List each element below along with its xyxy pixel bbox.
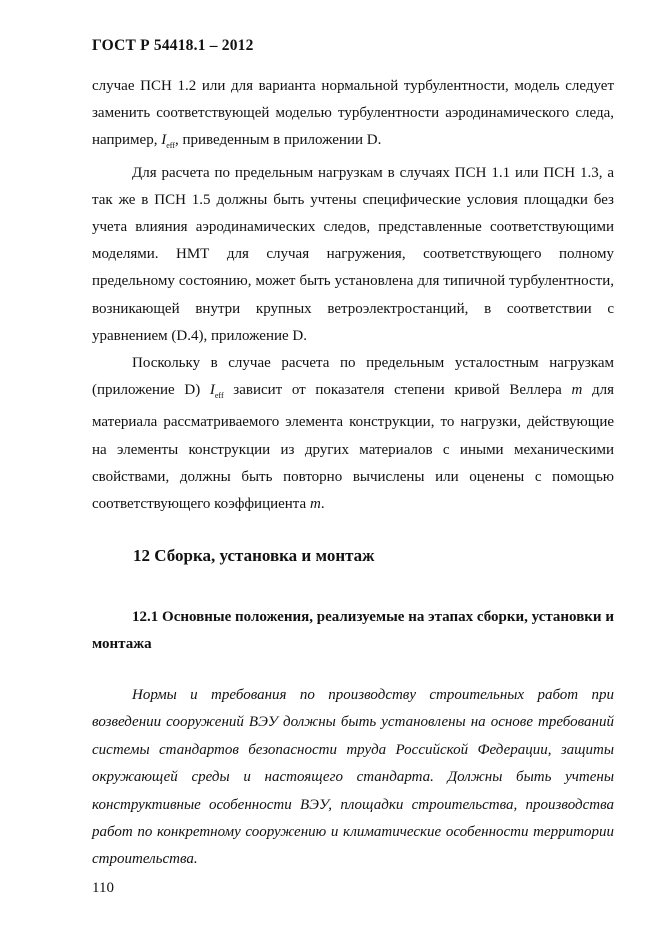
exponent-symbol: m	[309, 496, 321, 513]
turbulence-symbol: $I_{eff}$	[161, 132, 175, 151]
paragraph-continuation	[92, 73, 614, 160]
symbol-subscript: eff	[166, 141, 175, 151]
section-title: 12 Сборка, установка и монтаж	[133, 546, 375, 565]
document-header: ГОСТ Р 54418.1 – 2012	[92, 37, 254, 54]
paragraph-text: .	[320, 496, 325, 513]
italic-paragraph: Нормы и требования по производству строительных работ при возведении сооружений ВЭУ должны быть установлены на основе требований системы стандартов безопасности труда Российской Федерации, защиты окружающей среды и настоящего стандарта. Должны быть учтены конструктивные особенности ВЭУ, площадки строительства, производства работ по конкретному сооружению и климатические особенности территории строительства.	[92, 687, 614, 868]
paragraph-fatigue-loads	[92, 350, 614, 518]
paragraph-text: зависит от показателя степени кривой Веллера	[233, 382, 562, 399]
body-text	[92, 73, 614, 518]
turbulence-symbol: $I_{eff}$	[209, 382, 224, 401]
paragraph-text: для материала рассматриваемого элемента конструкции, то нагрузки, действующие на элементы конструкции из других материалов с иными механическими свойствами, должны быть повторно вычислены или оценены с помощью соответствующего коэффициента	[92, 382, 615, 513]
paragraph-text: Поскольку в случае расчета по предельным усталостным нагрузкам (приложение D)	[92, 355, 614, 399]
paragraph-text: , приведенным в приложении D.	[174, 132, 382, 149]
paragraph-text: случае ПСН 1.2 или для варианта нормальной турбулентности, модель следует заменить соответствующей моделью турбулентности аэродинамического следа, например,	[92, 78, 614, 149]
symbol-subscript: eff	[214, 391, 224, 401]
subsection-title: 12.1 Основные положения, реализуемые на этапах сборки, установки и монтажа	[92, 609, 614, 652]
exponent-symbol: m	[571, 382, 583, 399]
paragraph-ultimate-loads: Для расчета по предельным нагрузкам в случаях ПСН 1.1 или ПСН 1.3, а так же в ПСН 1.5 должны быть учтены специфические условия площадки без учета влияния аэродинамических следов, представленные соответствующими моделями. НМТ для случая нагружения, соответствующего полному предельному состоянию, может быть установлена для типичной турбулентности, возникающей внутри крупных ветроэлектростанций, в соответствии с уравнением (D.4), приложение D.	[92, 164, 614, 344]
page-number: 110	[92, 880, 114, 896]
